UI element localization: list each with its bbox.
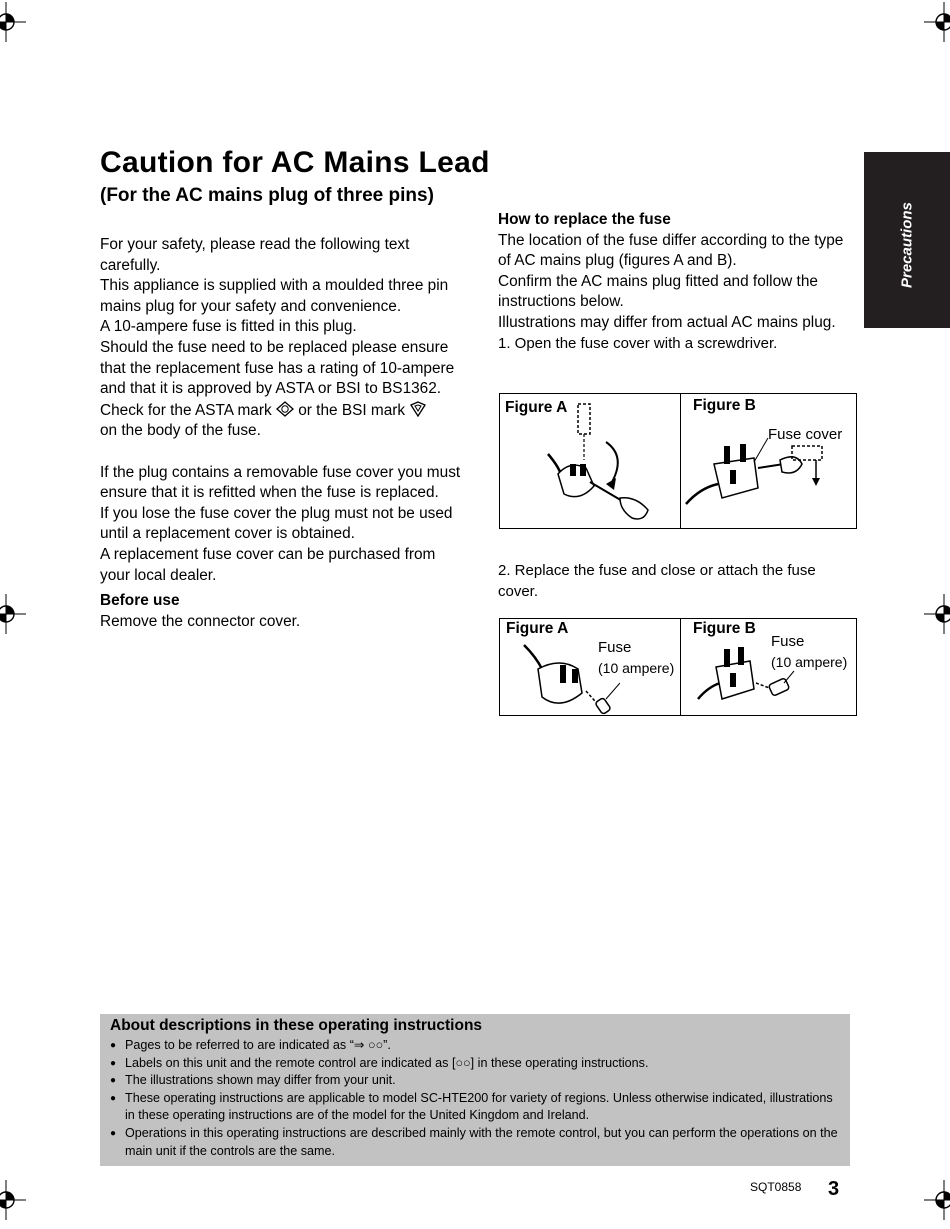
step-2: 2. Replace the fuse and close or attach the fuse cover. [498,562,816,600]
figure-b-label: Figure B [693,397,756,414]
registration-mark-icon [0,1180,26,1220]
paragraph: Confirm the AC mains plug fitted and follow the instructions below. [498,272,818,311]
registration-mark-icon [924,594,950,634]
list-item: ● The illustrations shown may differ from your unit. [110,1072,840,1090]
paragraph: Illustrations may differ from actual AC mains plug. [498,313,836,331]
asta-text: Check for the ASTA mark [100,401,272,419]
section-heading: How to replace the fuse [498,211,671,228]
list-item: ● These operating instructions are applicable to model SC-HTE200 for variety of regions. Unless otherwise indicated, illustrations in these operating instructions are of the model for the United Kingdom and Ireland. [110,1090,840,1125]
notes-box [100,1014,850,1166]
list-item: ● Pages to be referred to are indicated as “⇒ ○○”. [110,1037,840,1055]
paragraph: Should the fuse need to be replaced please ensure that the replacement fuse has a rating of 10-ampere and that it is approved by ASTA or BSI to BS1362. [100,338,455,398]
page-number: 3 [828,1178,840,1200]
registration-mark-icon [0,594,26,634]
figure-table-open-cover [499,393,857,529]
plug-screwdriver-illustration [540,398,660,526]
before-use-heading: Before use [100,592,180,610]
document-code: SQT0858 [750,1180,802,1194]
asta-mark-icon [276,401,294,417]
paragraph: If the plug contains a removable fuse cover you must ensure that it is refitted when the fuse is replaced. [100,463,461,502]
fuse-rating-label: (10 ampere) [598,660,675,676]
plug-screwdriver-illustration [684,424,834,528]
fuse-label: Fuse [771,633,805,650]
paragraph: For your safety, please read the following text carefully. [100,236,410,274]
page-title: Caution for AC Mains Lead [100,146,490,179]
section-tab-label: Precautions [898,202,916,288]
paragraph: A 10-ampere fuse is fitted in this plug. [100,318,357,336]
paragraph: This appliance is supplied with a moulded three pin mains plug for your safety and convenience. [100,277,449,315]
plug-fuse-illustration [696,641,796,715]
registration-mark-icon [0,2,26,42]
notes-list [110,1037,840,1160]
paragraph: If you lose the fuse cover the plug must not be used until a replacement cover is obtained. [100,504,453,543]
paragraph: The location of the fuse differ according to the type of AC mains plug (figures A and B). [498,231,844,270]
fuse-label: Fuse [598,639,632,656]
list-item: ● Operations in this operating instructions are described mainly with the remote control, but you can perform the operations on the main unit if the controls are the same. [110,1125,840,1160]
bsi-kitemark-icon [409,400,427,418]
page-subtitle: (For the AC mains plug of three pins) [100,185,434,206]
list-item: ● Labels on this unit and the remote control are indicated as [○○] in these operating instructions. [110,1055,840,1073]
bsi-text: or the BSI mark [298,401,406,419]
right-column [498,210,858,354]
bsi-text-end: on the body of the fuse. [100,422,261,440]
paragraph: A replacement fuse cover can be purchased from your local dealer. [100,545,436,584]
fuse-rating-label: (10 ampere) [771,654,848,670]
paragraph [100,400,465,442]
left-column [100,235,465,632]
figure-a-label: Figure A [506,620,569,637]
registration-mark-icon [924,2,950,42]
figure-table-replace-fuse [499,618,857,716]
figure-a-label: Figure A [505,399,568,416]
section-tab [864,152,950,328]
plug-fuse-illustration [520,639,620,715]
registration-mark-icon [924,1180,950,1220]
figure-b-label: Figure B [693,620,756,637]
step-1: 1. Open the fuse cover with a screwdriver. [498,334,778,352]
fuse-cover-label: Fuse cover [768,426,843,443]
notes-title: About descriptions in these operating instructions [110,1017,483,1034]
before-use-text: Remove the connector cover. [100,612,301,630]
